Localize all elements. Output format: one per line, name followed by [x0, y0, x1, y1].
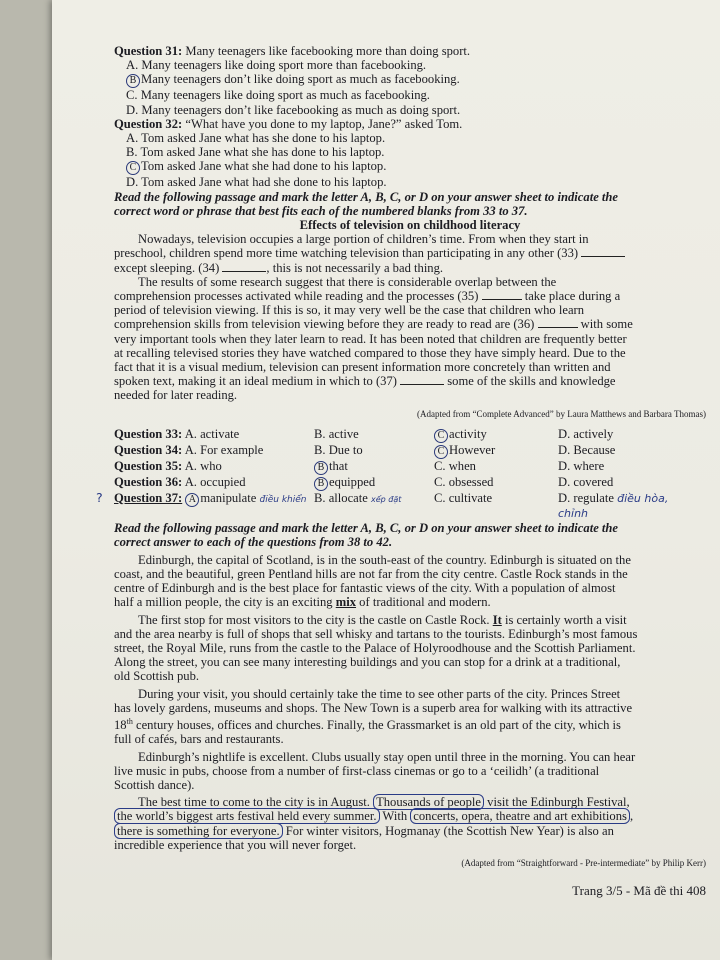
passage-2-line: incredible experience that you will never forget.: [114, 837, 357, 852]
text: 18: [114, 718, 127, 733]
boxed-phrase: there is something for everyone.: [114, 823, 283, 839]
answer-d: D. actively: [558, 426, 614, 441]
answer-c: [434, 427, 558, 443]
choice-text: A. occupied: [184, 474, 246, 489]
answer-b: [314, 491, 434, 521]
choice-text: D. regulate: [558, 490, 614, 505]
passage-2-line: Edinburgh’s nightlife is excellent. Clubs usually stay open until three in the morning. You can hear: [138, 749, 636, 764]
option-letter: D.: [126, 102, 139, 117]
handwritten-question-mark: ?: [96, 489, 103, 505]
text: visit the Edinburgh Festival,: [484, 795, 630, 810]
passage-2-source: (Adapted from “Straightforward - Pre-intermediate” by Philip Kerr): [461, 857, 706, 868]
answer-b: B. active: [314, 426, 359, 441]
text: comprehension skills from television viewing before they are ready to read are (36): [114, 317, 535, 332]
instruction-1-line-1: Read the following passage and mark the letter A, B, C, or D on your answer sheet to indicate the: [114, 189, 619, 204]
answer-b: [314, 459, 434, 475]
q31-option-a: [114, 58, 706, 72]
circled-answer-a: A: [185, 493, 199, 507]
answer-a: [114, 459, 314, 475]
text: With: [379, 809, 411, 824]
page-footer: Trang 3/5 - Mã đề thi 408: [572, 883, 706, 899]
handwritten-note: xếp đặt: [371, 494, 402, 504]
option-text: Many teenagers like doing sport more than facebooking.: [141, 58, 427, 73]
option-text: Many teenagers like doing sport as much as facebooking.: [140, 88, 430, 103]
choice-text: B. allocate: [314, 490, 368, 505]
question-label: Question 36:: [114, 474, 183, 489]
circled-answer-b: B: [314, 477, 328, 491]
answer-b: B. Due to: [314, 442, 363, 457]
choice-text: A. activate: [184, 426, 240, 441]
passage-2-line: and the area nearby is full of shops that sell whisky and tartans to the tourists. Edinburgh’s most famous: [114, 626, 638, 641]
passage-1-line: [114, 374, 706, 388]
answer-a: [114, 427, 314, 443]
blank-33: [581, 256, 625, 257]
passage-1-line: at recalling televised stories they have watched compared to those they have simply heard. Due to the: [114, 345, 626, 360]
question-label: Question 34:: [114, 442, 183, 457]
q32-option-b: [114, 145, 706, 159]
exam-page: [52, 0, 720, 960]
choice-text: However: [449, 442, 496, 457]
circled-answer-c: C: [126, 161, 140, 175]
text: For winter visitors, Hogmanay (the Scottish New Year) is also an: [282, 823, 614, 838]
answer-c: C. obsessed: [434, 474, 494, 489]
text: preschool, children spend more time watching television than participating in any other (33): [114, 246, 579, 261]
answer-c: C. when: [434, 458, 476, 473]
passage-2-line: [114, 595, 706, 609]
page-content: [96, 44, 706, 899]
text: is certainly worth a visit: [501, 612, 627, 627]
answer-c: [434, 443, 558, 459]
q32-option-c: [114, 159, 706, 175]
passage-2-line: [114, 795, 706, 809]
choice-text: equipped: [329, 474, 376, 489]
text: comprehension processes activated while reading and the processes (35): [114, 289, 479, 304]
q32-stem-text: “What have you done to my laptop, Jane?” asked Tom.: [185, 116, 463, 131]
passage-2-line: full of cafés, bars and restaurants.: [114, 732, 284, 747]
blank-34: [222, 271, 266, 272]
passage-2-line: centre of Edinburgh and is the best place for fantastic views of the city. With a population of almost: [114, 581, 616, 596]
passage-1-line: [114, 246, 706, 260]
passage-1-title: Effects of television on childhood literacy: [299, 218, 521, 233]
circled-answer-b: B: [126, 74, 140, 88]
q32-label: Question 32:: [114, 116, 183, 131]
answer-c: C. cultivate: [434, 490, 493, 505]
handwritten-note: điều hòa, chỉnh: [558, 491, 669, 521]
passage-1-line: [114, 261, 706, 275]
option-letter: B.: [126, 145, 138, 160]
passage-2-line: coast, and the beautiful, green Pentland hills are not far from the city centre. Castle Rock stands in the: [114, 566, 628, 581]
q32-option-a: [114, 131, 706, 145]
passage-1-line: [114, 289, 706, 303]
text: some of the skills and knowledge: [447, 374, 616, 389]
text: with some: [580, 317, 633, 332]
passage-2-line: [114, 824, 706, 838]
option-text: Many teenagers don’t like doing sport as much as facebooking.: [141, 72, 460, 87]
q31-option-c: [114, 88, 706, 102]
answer-a: [114, 491, 314, 521]
passage-2-line: has lovely gardens, museums and shops. The New Town is a superb area for walking with its attractive: [114, 700, 633, 715]
choice-text: activity: [449, 426, 487, 441]
passage-1-source: (Adapted from “Complete Advanced” by Laura Matthews and Barbara Thomas): [417, 408, 706, 419]
answer-d: D. where: [558, 458, 605, 473]
q32-option-d: [114, 175, 706, 189]
choice-text: that: [329, 458, 348, 473]
choice-text: A. For example: [184, 442, 264, 457]
answer-d: D. covered: [558, 474, 614, 489]
q31-option-b: [114, 72, 706, 88]
answer-row-35: [114, 459, 706, 475]
passage-1-line: period of television viewing. If this is so, it may very well be the case that children who learn: [114, 303, 585, 318]
passage-2-line: Edinburgh, the capital of Scotland, is in the south-east of the country. Edinburgh is situated on the: [138, 552, 631, 567]
boxed-phrase: Thousands of people: [373, 794, 484, 810]
passage-1-line: very important tools when they later learn to read. It has been noted that children are frequently better: [114, 331, 627, 346]
text: take place during a: [524, 289, 621, 304]
instruction-2-line-1: Read the following passage and mark the letter A, B, C, or D on your answer sheet to indicate the: [114, 521, 619, 536]
text: The best time to come to the city is in August.: [138, 795, 374, 810]
passage-2-line: [114, 613, 706, 627]
option-text: Many teenagers don’t like facebooking as much as doing sport.: [141, 102, 461, 117]
passage-1-line: needed for later reading.: [114, 388, 238, 403]
option-letter: D.: [126, 175, 139, 190]
answer-grid: [96, 426, 706, 521]
passage-2-line: old Scottish pub.: [114, 669, 200, 684]
boxed-phrase: the world’s biggest arts festival held every summer.: [114, 808, 380, 824]
circled-answer-c: C: [434, 445, 448, 459]
boxed-phrase: concerts, opera, theatre and art exhibitions: [410, 808, 630, 824]
text: , this is not necessarily a bad thing.: [266, 260, 444, 275]
choice-text: A. who: [184, 458, 222, 473]
q31-stem: [114, 44, 706, 58]
passage-2-line: [114, 809, 706, 823]
text: half a million people, the city is an exciting: [114, 595, 336, 610]
passage-1-line: The results of some research suggest that there is considerable overlap between the: [138, 274, 557, 289]
passage-2-line: Along the street, you can see many interesting buildings and you can stop for a drink at a traditional,: [114, 655, 621, 670]
circled-answer-c: C: [434, 429, 448, 443]
answer-row-33: [114, 427, 706, 443]
passage-2-line: During your visit, you should certainly take the time to see other parts of the city. Princes Street: [138, 686, 621, 701]
text: The first stop for most visitors to the city is the castle on Castle Rock.: [138, 612, 493, 627]
text: century houses, offices and churches. Finally, the Grassmarket is an old part of the city, which is: [132, 718, 621, 733]
answer-d: D. Because: [558, 442, 616, 457]
option-letter: A.: [126, 58, 139, 73]
blank-36: [538, 327, 578, 328]
passage-2-line: [114, 715, 706, 732]
text: spoken text, making it an ideal medium in which to (37): [114, 374, 397, 389]
blank-35: [482, 299, 522, 300]
passage-1-line: Nowadays, television occupies a large portion of children’s time. From when they start in: [138, 232, 589, 247]
underlined-word: It: [492, 612, 502, 627]
answer-d: [558, 491, 698, 521]
text: of traditional and modern.: [356, 595, 491, 610]
option-text: Tom asked Jane what she has done to his laptop.: [140, 145, 385, 160]
q32-stem: [114, 117, 706, 131]
option-text: Tom asked Jane what had she done to his laptop.: [141, 175, 387, 190]
circled-answer-b: B: [314, 461, 328, 475]
passage-1-line: [114, 317, 706, 331]
answer-b: [314, 475, 434, 491]
underlined-word: mix: [335, 595, 357, 610]
answer-row-34: [114, 443, 706, 459]
passage-2-line: live music in pubs, choose from a number of first-class cinemas or go to a ‘ceilidh’ (a traditional: [114, 763, 600, 778]
question-label: Question 37:: [114, 490, 183, 505]
choice-text: manipulate: [200, 490, 257, 505]
q31-option-d: [114, 103, 706, 117]
q31-label: Question 31:: [114, 44, 183, 58]
passage-2-line: street, the Royal Mile, runs from the castle to the Palace of Holyroodhouse and the Scottish Parliament.: [114, 640, 636, 655]
question-label: Question 35:: [114, 458, 183, 473]
answer-a: [114, 443, 314, 459]
blank-37: [400, 384, 444, 385]
question-label: Question 33:: [114, 426, 183, 441]
answer-row-37: [96, 489, 706, 521]
text: ,: [629, 809, 634, 824]
option-text: Tom asked Jane what she had done to his laptop.: [141, 159, 387, 174]
answer-a: [114, 475, 314, 491]
handwritten-note: điều khiển: [259, 494, 307, 505]
passage-1-line: fact that it is a visual medium, television can present information more concretely than written and: [114, 360, 611, 375]
text: except sleeping. (34): [114, 260, 220, 275]
q31-stem-text: Many teenagers like facebooking more than doing sport.: [185, 44, 471, 58]
answer-row-36: [114, 475, 706, 491]
superscript: th: [126, 716, 133, 726]
option-letter: A.: [126, 131, 139, 146]
option-letter: C.: [126, 88, 138, 103]
instruction-2-line-2: correct answer to each of the questions from 38 to 42.: [114, 535, 393, 550]
instruction-1-line-2: correct word or phrase that best fits each of the numbered blanks from 33 to 37.: [114, 203, 528, 218]
passage-2-line: Scottish dance).: [114, 777, 195, 792]
option-text: Tom asked Jane what has she done to his laptop.: [141, 131, 386, 146]
